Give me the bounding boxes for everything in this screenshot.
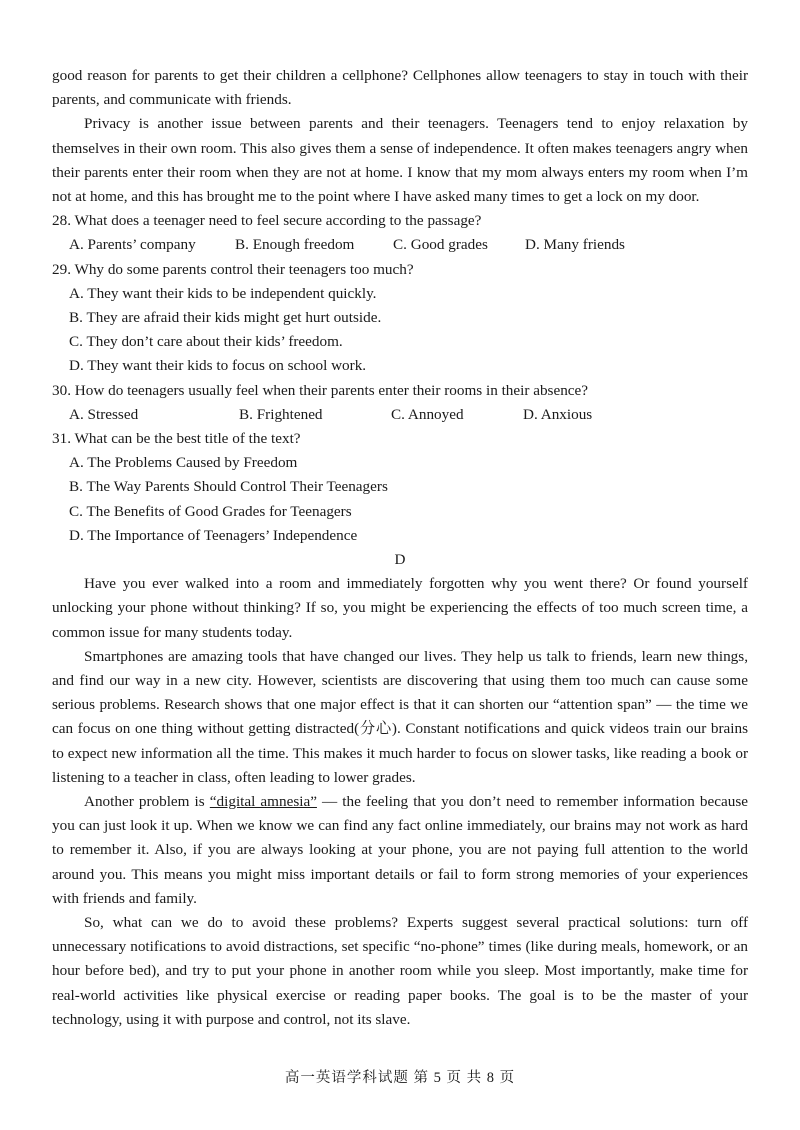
underlined-term: “digital amnesia”: [209, 793, 317, 811]
question-28-stem: 28. What does a teenager need to feel secure according to the passage?: [52, 212, 482, 230]
exam-page: [52, 64, 748, 1032]
passage-d-paragraph: [52, 790, 748, 911]
question-31-stem: 31. What can be the best title of the text?: [52, 430, 301, 448]
page-footer: 高一英语学科试题 第 5 页 共 8 页: [284, 1070, 516, 1086]
passage-c-paragraph: Privacy is another issue between parents and their teenagers. Teenagers tend to enjoy relaxation by themselves in their own room. This also gives them a sense of independence. It often makes teenagers angry when their parents enter their room when they are not at home. I know that my mom always enters my room when I’m not at home, and this has brought me to the point where I have asked many times to get a lock on my door.: [52, 115, 748, 206]
option: A. Parents’ company: [69, 236, 196, 254]
option: C. Good grades: [393, 236, 488, 254]
question-30-stem: 30. How do teenagers usually feel when their parents enter their rooms in their absence?: [52, 381, 589, 399]
option: B. Enough freedom: [235, 236, 355, 254]
option: A. They want their kids to be independent quickly.: [69, 284, 377, 302]
option: C. The Benefits of Good Grades for Teenagers: [69, 502, 352, 520]
option: D. Many friends: [525, 236, 625, 254]
option: A. The Problems Caused by Freedom: [69, 454, 298, 472]
option: B. They are afraid their kids might get hurt outside.: [69, 309, 382, 327]
option: B. The Way Parents Should Control Their Teenagers: [69, 478, 388, 496]
section-label: D: [394, 551, 406, 569]
option: D. Anxious: [523, 405, 593, 423]
option: D. They want their kids to focus on school work.: [69, 357, 367, 375]
option: D. The Importance of Teenagers’ Independence: [69, 526, 358, 544]
question-29-stem: 29. Why do some parents control their teenagers too much?: [52, 260, 414, 278]
option: B. Frightened: [239, 405, 323, 423]
option: C. They don’t care about their kids’ freedom.: [69, 333, 343, 351]
passage-c-paragraph: good reason for parents to get their children a cellphone? Cellphones allow teenagers to stay in touch with their parents, and communicate with friends.: [52, 67, 748, 109]
option: A. Stressed: [69, 405, 139, 423]
passage-d-paragraph: So, what can we do to avoid these problems? Experts suggest several practical solutions: turn off unnecessary notifications to avoid distractions, set specific “no-phone” times (like during meals, homework, or an hour before bed), and try to put your phone in another room while you sleep. Most importantly, make time for real-world activities like physical exercise or reading paper books. The goal is to be the master of your technology, using it with purpose and control, not its slave.: [52, 914, 748, 1028]
paragraph-rest: — the feeling that you don’t need to remember information because you can just look it up. When we know we can find any fact online immediately, our brains may not work as hard to remember it. Also, if you are always looking at your phone, you are not paying full attention to the world around you. This means you might miss important details or fail to form strong memories of your experiences with friends and family.: [52, 793, 748, 907]
passage-d-paragraph: Have you ever walked into a room and immediately forgotten why you went there? Or found yourself unlocking your phone without thinking? If so, you might be experiencing the effects of too much screen time, a common issue for many students today.: [52, 575, 748, 641]
question-28-options: [52, 233, 748, 257]
question-30-options: [52, 403, 748, 427]
paragraph-prefix: Another problem is: [84, 793, 210, 811]
passage-d-paragraph: Smartphones are amazing tools that have changed our lives. They help us talk to friends, learn new things, and find our way in a new city. However, scientists are discovering that using them too much can cause some serious problems. Research shows that one major effect is that it can shorten our “attention span” — the time we can focus on one thing without getting distracted(分心). Constant notifications and quick videos train our brains to expect new information all the time. This makes it much harder to focus on slower tasks, like reading a book or listening to a teacher in class, often leading to lower grades.: [52, 647, 748, 786]
option: C. Annoyed: [391, 405, 464, 423]
